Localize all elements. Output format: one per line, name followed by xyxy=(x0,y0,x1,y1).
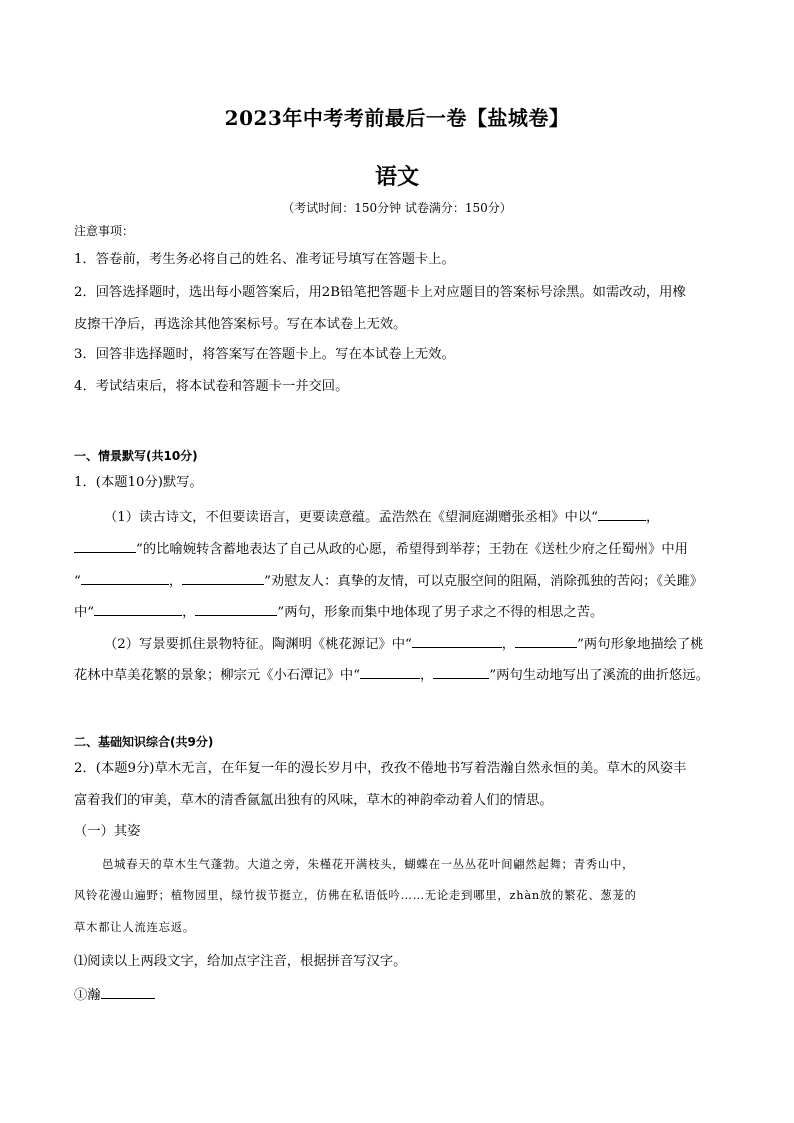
passage-line-3: 草木都让人流连忘返。 xyxy=(74,921,195,934)
sub-question-1-item-label: ①瀚 xyxy=(74,988,101,1003)
notice-heading: 注意事项： xyxy=(74,224,135,238)
sub-question-1: ⑴阅读以上两段文字，给加点字注音，根据拼音写汉字。 xyxy=(74,954,407,969)
notice-item-4: 4．考试结束后，将本试卷和答题卡一并交回。 xyxy=(74,379,349,394)
part-1-heading: （一）其姿 xyxy=(74,824,141,839)
notice-item-2-cont: 皮擦干净后，再选涂其他答案标号。写在本试卷上无效。 xyxy=(74,317,407,332)
q1-part1-line4 xyxy=(74,601,734,622)
answer-blank[interactable] xyxy=(74,538,136,553)
notice-item-1: 1．答卷前，考生务必将自己的姓名、准考证号填写在答题卡上。 xyxy=(74,252,455,267)
q1-part1-text-e: ， xyxy=(168,574,183,589)
q1-part2-text-d: 花林中草美花繁的景象；柳宗元《小石潭记》中“ xyxy=(74,668,361,683)
exam-title: 2023年中考考前最后一卷【盐城卷】 xyxy=(224,106,570,130)
answer-blank[interactable] xyxy=(598,506,646,521)
q1-part2-text-b: ， xyxy=(501,637,516,652)
exam-info: （考试时间：150分钟 试卷满分：150分） xyxy=(282,201,512,215)
q1-part2-text-c: ”两句形象地描绘了桃 xyxy=(577,637,704,652)
q1-part2-line2 xyxy=(74,664,734,685)
q1-part1-line3 xyxy=(74,570,734,591)
q1-part1-text-b: ， xyxy=(645,510,660,525)
section-2-heading: 二、基础知识综合(共9分) xyxy=(74,735,214,749)
q1-part2-text-a: （2）写景要抓住景物特征。陶渊明《桃花源记》中“ xyxy=(104,637,412,652)
answer-blank[interactable] xyxy=(195,601,277,616)
q1-part1-text-h: ， xyxy=(182,605,196,620)
q1-part1-text-i: ”两句，形象而集中地体现了男子求之不得的相思之苦。 xyxy=(277,605,604,620)
question-1-intro: 1．(本题10分)默写。 xyxy=(74,475,203,490)
passage-line-1: 邑城春天的草木生气蓬勃。大道之旁，朱槿花开满枝头，蝴蝶在一丛丛花叶间翩然起舞；青秀山中， xyxy=(102,858,635,871)
q1-part1-text-d: “ xyxy=(74,574,81,589)
section-1-heading: 一、情景默写(共10分) xyxy=(74,449,198,463)
q1-part1-text-c: ”的比喻婉转含蓄地表达了自己从政的心愿，希望得到举荐；王勃在《送杜少府之任蜀州》中用 xyxy=(136,542,688,557)
question-2-line1: 2．(本题9分)草木无言，在年复一年的漫长岁月中，孜孜不倦地书写着浩瀚自然永恒的美。草木的风姿丰 xyxy=(74,761,687,776)
q1-part1-text-g: 中“ xyxy=(74,605,95,620)
answer-blank[interactable] xyxy=(412,633,502,648)
passage-line-2: 风铃花漫山遍野；植物园里，绿竹拔节挺立，仿佛在私语低吟……无论走到哪里，zhàn放的繁花、葱茏的 xyxy=(74,889,637,902)
q1-part1-text-a: （1）读古诗文，不但要读语言，更要读意蕴。孟浩然在《望洞庭湖赠张丞相》中以“ xyxy=(104,510,598,525)
q1-part2-text-f: ”两句生动地写出了溪流的曲折悠远。 xyxy=(489,668,709,683)
sub-question-1-item xyxy=(74,984,734,1005)
q1-part1-line1 xyxy=(104,506,764,527)
answer-blank[interactable] xyxy=(360,664,420,679)
answer-blank[interactable] xyxy=(433,664,489,679)
notice-item-3: 3．回答非选择题时，将答案写在答题卡上。写在本试卷上无效。 xyxy=(74,347,455,362)
answer-blank[interactable] xyxy=(101,984,155,999)
notice-item-2: 2．回答选择题时，选出每小题答案后，用2B铅笔把答题卡上对应题目的答案标号涂黑。如需改动，用橡 xyxy=(74,285,686,300)
answer-blank[interactable] xyxy=(515,633,577,648)
question-2-line2: 富着我们的审美，草木的清香氤氲出独有的风味，草木的神韵牵动着人们的情思。 xyxy=(74,793,553,808)
q1-part1-line2 xyxy=(74,538,734,559)
answer-blank[interactable] xyxy=(182,570,264,585)
q1-part2-text-e: ， xyxy=(420,668,434,683)
q1-part2-line1 xyxy=(104,633,764,654)
answer-blank[interactable] xyxy=(81,570,169,585)
subject-title: 语文 xyxy=(374,165,419,190)
answer-blank[interactable] xyxy=(94,601,182,616)
q1-part1-text-f: ”劝慰友人：真挚的友情，可以克服空间的阻隔，消除孤独的苦闷；《关雎》 xyxy=(264,574,704,589)
